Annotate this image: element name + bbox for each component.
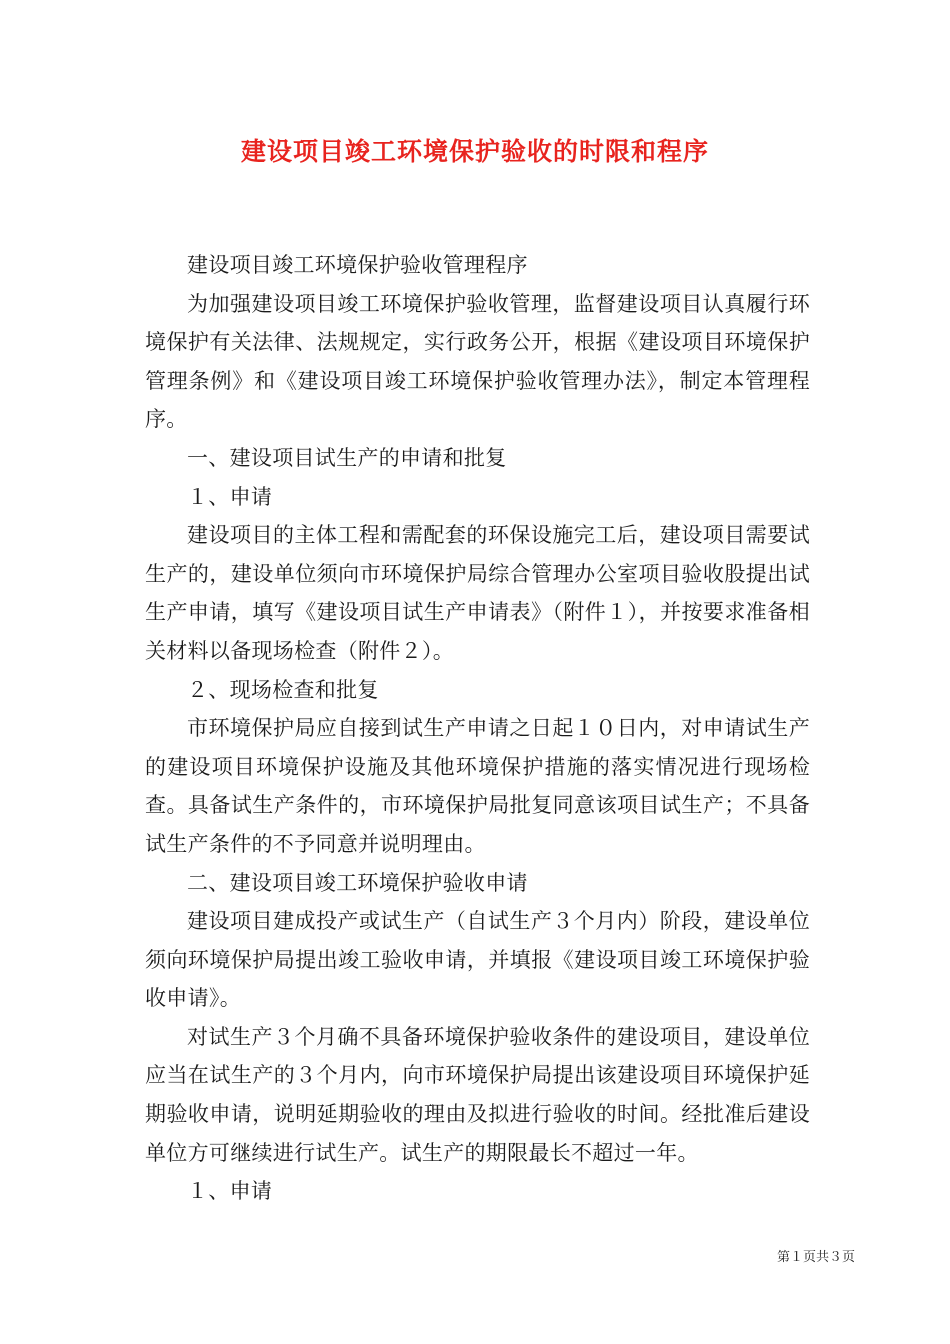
body-paragraph: 为加强建设项目竣工环境保护验收管理，监督建设项目认真履行环境保护有关法律、法规规定，实行政务公开，根据《建设项目环境保护管理条例》和《建设项目竣工环境保护验收管理办法》，制定本管理程序。 bbox=[145, 291, 810, 432]
body-paragraph: 市环境保护局应自接到试生产申请之日起１０日内，对申请试生产的建设项目环境保护设施及其他环境保护措施的落实情况进行现场检查。具备试生产条件的，市环境保护局批复同意该项目试生产；不具备试生产条件的不予同意并说明理由。 bbox=[145, 716, 810, 856]
body-paragraph: 建设项目的主体工程和需配套的环保设施完工后，建设项目需要试生产的，建设单位须向市环境保护局综合管理办公室项目验收股提出试生产申请，填写《建设项目试生产申请表》（附件１），并按要求准备相关材料以备现场检查（附件２）。 bbox=[145, 523, 810, 663]
subsection-heading: １、申请 bbox=[187, 1179, 273, 1204]
document-body bbox=[145, 246, 810, 1211]
section-heading: 一、建设项目试生产的申请和批复 bbox=[187, 445, 507, 470]
document-title: 建设项目竣工环境保护验收的时限和程序 bbox=[240, 137, 709, 166]
section-heading: 二、建设项目竣工环境保护验收申请 bbox=[187, 870, 528, 895]
body-paragraph: 建设项目建成投产或试生产（自试生产３个月内）阶段，建设单位须向环境保护局提出竣工验收申请，并填报《建设项目竣工环境保护验收申请》。 bbox=[145, 909, 810, 1011]
subsection-heading: １、申请 bbox=[187, 484, 273, 509]
body-paragraph: 对试生产３个月确不具备环境保护验收条件的建设项目，建设单位应当在试生产的３个月内，向市环境保护局提出该建设项目环境保护延期验收申请，说明延期验收的理由及拟进行验收的时间。经批准后建设单位方可继续进行试生产。试生产的期限最长不超过一年。 bbox=[145, 1024, 810, 1165]
section-heading: 建设项目竣工环境保护验收管理程序 bbox=[187, 253, 528, 277]
subsection-heading: ２、现场检查和批复 bbox=[187, 677, 379, 702]
page-number: 第１页共３页 bbox=[776, 1250, 855, 1265]
